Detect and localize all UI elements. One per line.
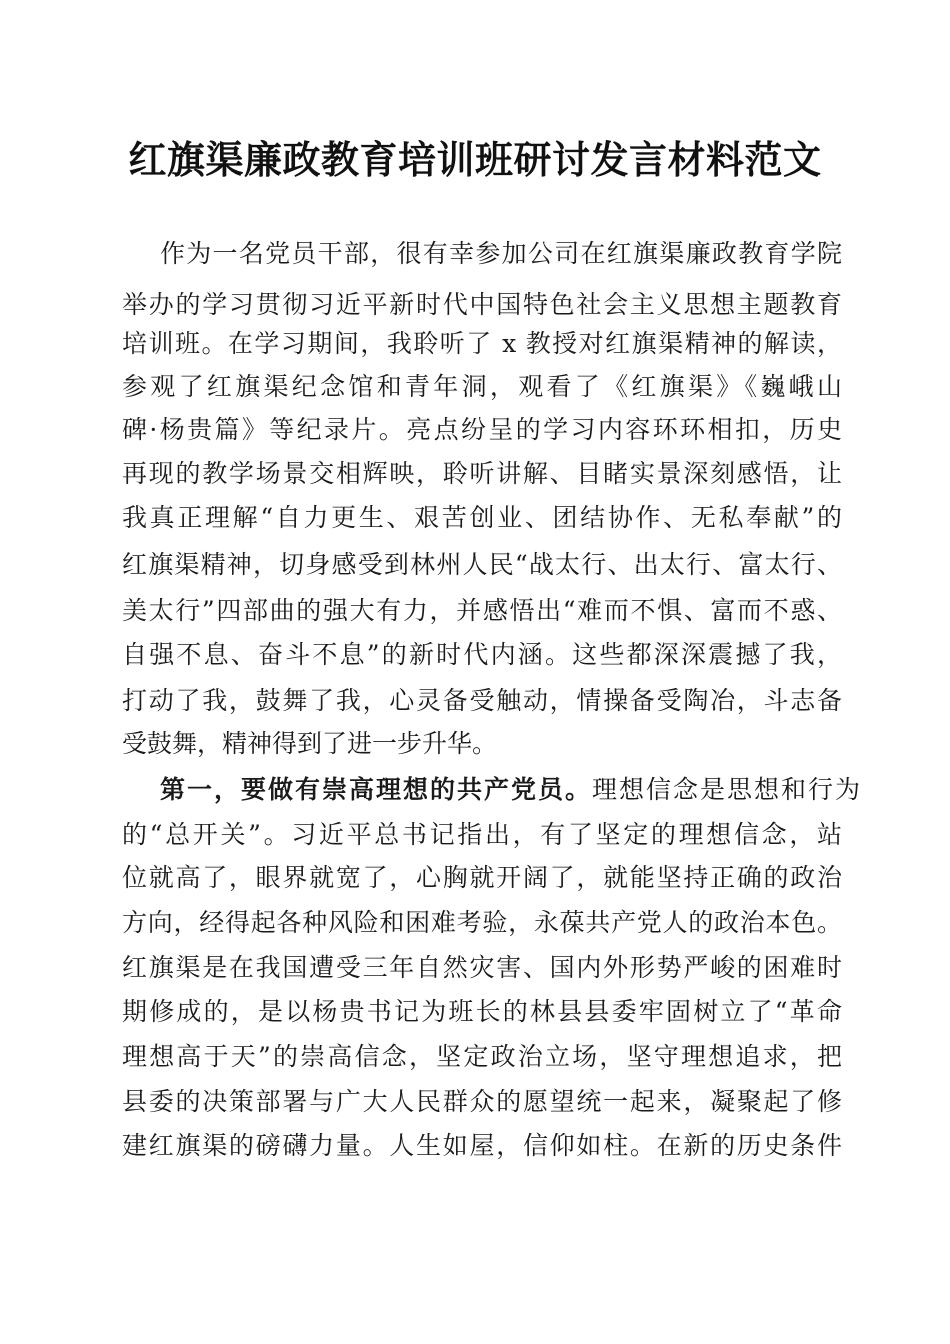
paragraph-line: 期修成的，是以杨贵书记为班长的林县县委牢固树立了“革命: [122, 997, 842, 1026]
paragraph-line: 红旗渠是在我国遭受三年自然灾害、国内外形势严峻的困难时: [122, 953, 842, 982]
paragraph-line: 举办的学习贯彻习近平新时代中国特色社会主义思想主题教育: [122, 290, 842, 319]
paragraph-line: 碑·杨贵篇》等纪录片。亮点纷呈的学习内容环环相扣，历史: [122, 415, 842, 444]
paragraph-line: 理想高于天”的崇高信念，坚定政治立场，坚守理想追求，把: [122, 1042, 842, 1071]
paragraph-line: 建红旗渠的磅礴力量。人生如屋，信仰如柱。在新的历史条件: [122, 1131, 842, 1160]
paragraph-line: 参观了红旗渠纪念馆和青年洞，观看了《红旗渠》《巍峨山: [122, 372, 842, 401]
paragraph-line: 作为一名党员干部，很有幸参加公司在红旗渠廉政教育学院: [160, 239, 842, 268]
paragraph-line: 位就高了，眼界就宽了，心胸就开阔了，就能坚持正确的政治: [122, 863, 842, 892]
heading-line-rest: 理想信念是思想和行为: [592, 775, 863, 804]
paragraph-line: 红旗渠精神，切身感受到林州人民“战太行、出太行、富太行、: [122, 550, 842, 579]
paragraph-line: 打动了我，鼓舞了我，心灵备受触动，情操备受陶冶，斗志备: [122, 686, 842, 715]
document-title: 红旗渠廉政教育培训班研讨发言材料范文: [128, 137, 822, 182]
paragraph-line: 美太行”四部曲的强大有力，并感悟出“难而不惧、富而不惑、: [122, 596, 842, 625]
paragraph-line: 再现的教学场景交相辉映，聆听讲解、目睹实景深刻感悟，让: [122, 459, 842, 488]
paragraph-line: 我真正理解“自力更生、艰苦创业、团结协作、无私奉献”的: [122, 503, 842, 532]
paragraph-line: 县委的决策部署与广大人民群众的愿望统一起来，凝聚起了修: [122, 1087, 842, 1116]
paragraph-line: 受鼓舞，精神得到了进一步升华。: [122, 729, 498, 758]
paragraph-line: 培训班。在学习期间，我聆听了 x 教授对红旗渠精神的解读，: [122, 329, 842, 358]
paragraph-line: 方向，经得起各种风险和困难考验，永葆共产党人的政治本色。: [122, 908, 842, 937]
paragraph-line: 自强不息、奋斗不息”的新时代内涵。这些都深深震撼了我，: [122, 640, 842, 669]
paragraph-line: 的“总开关”。习近平总书记指出，有了坚定的理想信念，站: [122, 820, 842, 849]
section-heading: 第一，要做有崇高理想的共产党员。: [160, 775, 593, 804]
paragraph-heading-line: [160, 772, 863, 808]
